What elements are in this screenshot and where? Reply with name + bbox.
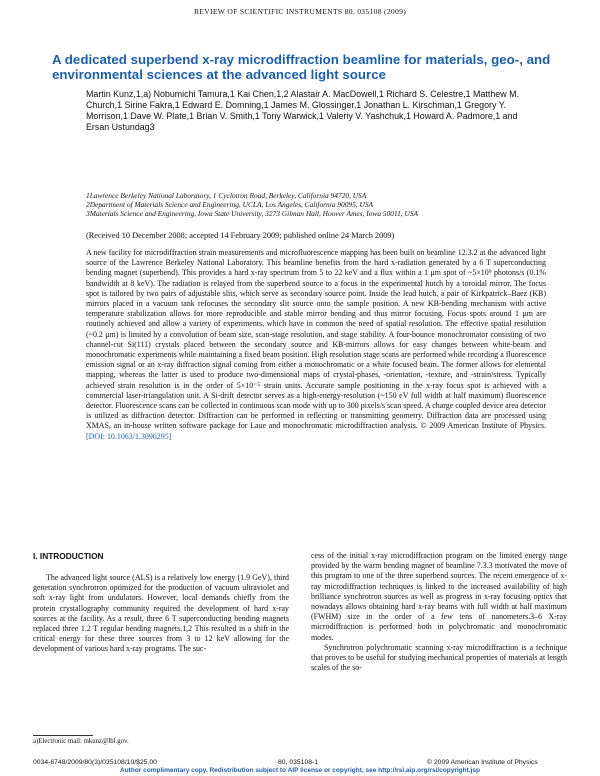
footer-page: 80, 035108-1: [278, 759, 319, 766]
affiliation-2: 2Department of Materials Science and Engineering, UCLA, Los Angeles, California 90095, USA: [86, 200, 374, 210]
left-column: [33, 573, 289, 655]
affiliations: [86, 191, 526, 219]
received-dates: (Received 10 December 2008; accepted 14 February 2009; published online 24 March 2009): [86, 231, 395, 240]
footnote: a)Electronic mail: mkunz@lbl.gov.: [33, 738, 129, 745]
article-title: A dedicated superbend x-ray microdiffraction beamline for materials, geo-, and environmental sciences at the advanced light source: [52, 52, 551, 82]
abstract: [86, 248, 546, 442]
abstract-text: A new facility for microdiffraction strain measurements and microfluorescence mapping has been built on beamline 12.3.2 at the advanced light source of the Lawrence Berkeley National Laboratory. This beamline benefits from the hard x-radiation generated by a 6 T superconducting bending magnet (superbend). This provides a hard x-ray spectrum from 5 to 22 keV and a flux within a 1 μm spot of ~5×10⁹ photons/s (0.1% bandwidth at 8 keV). The radiation is relayed from the superbend source to a focus in the experimental hutch by a toroidal mirror. The focus spot is tailored by two pairs of adjustable slits, which serve as secondary source point. Inside the lead hutch, a pair of Kirkpatrick–Baez (KB) mirrors placed in a vacuum tank refocuses the secondary slit source onto the sample position. A new KB-bending mechanism with active temperature stabilization allows for more reproducible and stable mirror bending and thus mirror focusing. Focus spots around 1 μm are routinely achieved and allow a variety of experiments, which have in common the need of spatial resolution. The effective spatial resolution (~0.2 μm) is limited by a convolution of beam size, scan-stage resolution, and stage stability. A four-bounce monochromator consisting of two channel-cut Si(111) crystals placed between the secondary source and KB-mirrors allows for easy changes between white-beam and monochromatic experiments while maintaining a fixed beam position. High resolution stage scans are performed while recording a fluorescence emission signal or an x-ray diffraction signal coming from either a monochromatic or a white focused beam. The former allows for elemental mapping, whereas the latter is used to produce two-dimensional maps of crystal-phases, -orientation, -texture, and -strain/stress. Typically achieved strain resolution is in the order of 5×10⁻⁵ strain units. Accurate sample positioning in the x-ray focus spot is achieved with a commercial laser-triangulation unit. A Si-drift detector serves as a high-energy-resolution (~150 eV full width at half maximum) fluorescence detector. Fluorescence scans can be collected in continuous scan mode with up to 300 pixels/s scan speed. A charge coupled device area detector is utilized as diffraction detector. Diffraction can be performed in reflecting or transmitting geometry. Diffraction data are processed using XMAS, an in-house written software package for Laue and monochromatic microdiffraction analysis. © 2009 American Institute of Physics.: [86, 248, 546, 431]
redistribution-notice[interactable]: Author complimentary copy. Redistribution subject to AIP license or copyright, see http://rsi.aip.org/rsi/copyright.jsp: [120, 767, 480, 774]
paragraph: The advanced light source (ALS) is a relatively low energy (1.9 GeV), third generation synchrotron optimized for the production of vacuum ultraviolet and soft x-ray light from undulators. However, local demands chiefly from the protein crystallography community required the development of hard x-ray sources at the facility. As a result, three 6 T superconducting bending magnets replaced three 1.2 T regular bending magnets.1,2 This resulted in a shift in the critical energy for these three sources from 3 to 12 keV allowing for the development of various hard x-ray programs. The suc-: [33, 573, 289, 654]
footer-issn: 0034-6748/2009/80(3)/035108/10/$25.00: [33, 759, 157, 766]
paragraph: Synchrotron polychromatic scanning x-ray microdiffraction is a technique that proves to be useful for studying mechanical properties of materials at length scales of the so-: [311, 642, 567, 673]
affiliation-1: 1Lawrence Berkeley National Laboratory, 1 Cyclotron Road, Berkeley, California 94720, USA: [86, 191, 367, 200]
section-heading: I. INTRODUCTION: [33, 551, 104, 561]
journal-header: REVIEW OF SCIENTIFIC INSTRUMENTS 80, 035108 (2009): [193, 7, 407, 16]
paragraph: cess of the initial x-ray microdiffraction program on the limited energy range provided by the warm bending magnet of beamline 7.3.3 motivated the move of this program to one of the three superbend sources. The recent emergence of x-ray microdiffraction techniques is linked to the increased availability of high brilliance synchrotron sources as well as progress in x-ray focusing optics that nowadays allows obtaining hard x-ray beams with full width at half maximum (FWHM) size in the order of a few tens of nanometers.3–6 X-ray microdiffraction is performed both in polychromatic and monochromatic modes.: [311, 551, 567, 642]
right-column: [311, 551, 567, 673]
doi-link[interactable]: [DOI: 10.1063/1.3096295]: [86, 431, 172, 441]
affiliation-3: 3Materials Science and Engineering, Iowa State University, 3273 Gilman Hall, Hoover Ames, Iowa 50011, USA: [86, 209, 419, 219]
footer-copyright: © 2009 American Institute of Physics: [427, 759, 538, 766]
footnote-divider: [33, 735, 93, 736]
author-list: Martin Kunz,1,a) Nobumichi Tamura,1 Kai Chen,1,2 Alastair A. MacDowell,1 Richard S. Celestre,1 Matthew M. Church,1 Sirine Fakra,1 Edward E. Domning,1 James M. Glossinger,1 Jonathan L. Kirschman,1 Gregory Y. Morrison,1 Dave W. Plate,1 Brian V. Smith,1 Tony Warwick,1 Valeriy V. Yashchuk,1 Howard A. Padmore,1 and Ersan Ustundag3: [86, 89, 519, 133]
